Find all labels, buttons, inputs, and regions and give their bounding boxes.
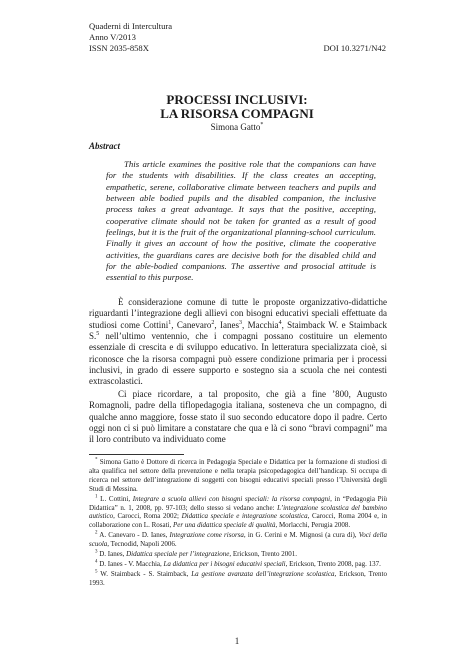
doi: DOI 10.3271/N42 [323, 43, 386, 53]
footnote-2: $^2$ A. Canevaro - D. Ianes, Integrazione come risorsa, in G. Cerini e M. Mignosi (a cura di), Voci della scuola, Tecnodid, Napoli 2006. [89, 530, 387, 549]
author-footnote-mark: * [260, 122, 264, 128]
journal-name: Quaderni di Intercultura [89, 21, 173, 31]
footnote-ref-5: 5 [96, 331, 100, 338]
footnote-ref-2: 2 [211, 319, 215, 326]
page-number: 1 [234, 636, 240, 646]
footnote-4: $^4$ D. Ianes - V. Macchia, La didattica per i bisogni educativi speciali, Erickson, Trento 2008, pag. 137. [95, 559, 381, 568]
footnote-ref-4: 4 [278, 319, 282, 326]
journal-volume: Anno V/2013 [89, 32, 136, 42]
title-line-1: PROCESSI INCLUSIVI: [166, 92, 308, 107]
author [0, 122, 474, 133]
footnote-1: $^1$ L. Cottini, Integrare a scuola allievi con bisogni speciali: la risorsa compagni, in “Pedagogia Più Didattica” n. 1, 2008, pp. 97-103; dello stesso si vedano anche: L’integrazione scolastica del bambino autistico, Carocci, Roma 2002; Didattica speciale e integrazione scolastica, Carocci, Roma 2004 e, in collaborazione con L. Rosati, Per una didattica speciale di qualità, Morlacchi, Perugia 2008. [89, 494, 388, 530]
abstract-text: This article examines the positive role that the companions can have for the students with disabilities. If the class creates an accepting, empathetic, serene, collaborative climate between teachers and pupils and between able bodied pupils and the disabled companion, the inclusive process takes a great advantage. It says that the positive, accepting, cooperative climate should not be taken for granted as a result of good feelings, but it is the fruit of the organizational planning-school curriculum. Finally it gives an account of how the positive, climate the cooperative activities, the guardians cares are decisive both for the disabled child and for the able-bodied companions. The assertive and prosocial attitude is essential to this purpose. [106, 159, 376, 283]
title-line-2: LA RISORSA COMPAGNI [160, 106, 314, 121]
body-paragraph-1: È considerazione comune di tutte le proposte organizzativo-didattiche riguardanti l’integrazione degli allievi con bisogni educativi speciali effettuate da studiosi come Cottini$^1$, Canevaro$^2$, Ianes$^3$, Macchia$^4$, Staimback W. e Staimback S.$^5$ nell’ultimo ventennio, che i compagni possano costituire un elemento essenziale di crescita e di sviluppo educativo. In letteratura specializzata cioè, si riconosce che la risorsa compagni può essere condizione primaria per i processi inclusivi, in grado di essere supporto e sostegno sia a scuola che nei contesti extrascolastici. [89, 297, 388, 387]
journal-issn: ISSN 2035-858X [89, 43, 149, 53]
footnote-ref-3: 3 [238, 319, 242, 326]
footnote-3: $^3$ D. Ianes, Didattica speciale per l’integrazione, Erickson, Trento 2001. [95, 549, 297, 559]
body-paragraph-2: Ci piace ricordare, a tal proposito, che già a fine ’800, Augusto Romagnoli, padre della tiflopedagogia italiana, sosteneva che un compagno, di qualche anno maggiore, fosse stato il suo secondo educatore dopo il padre. Certo oggi non ci si può limitare a constatare che qua e là ci sono “bravi compagni” ma il loro contributo va individuato come [89, 389, 387, 445]
footnotes [89, 458, 387, 589]
footnote-ref-1: 1 [168, 319, 172, 326]
abstract-heading: Abstract [89, 141, 121, 151]
footnote-author: * Simona Gatto è Dottore di ricerca in Pedagogia Speciale e Didattica per la formazione di studiosi di alta qualifica nel settore della prevenzione e nella terapia psicopedagogica dell’handicap. Si occupa di ricerca nel settore dell’integrazione di soggetti con bisogni educativi speciali presso l’Università degli Studi di Messina. [89, 457, 387, 493]
footnote-5: $^5$ W. Staimback - S. Staimback, La gestione avanzata dell’integrazione scolastica, Erickson, Trento 1993. [89, 569, 387, 587]
author-name: Simona Gatto [210, 122, 261, 132]
footnote-separator [89, 454, 184, 455]
